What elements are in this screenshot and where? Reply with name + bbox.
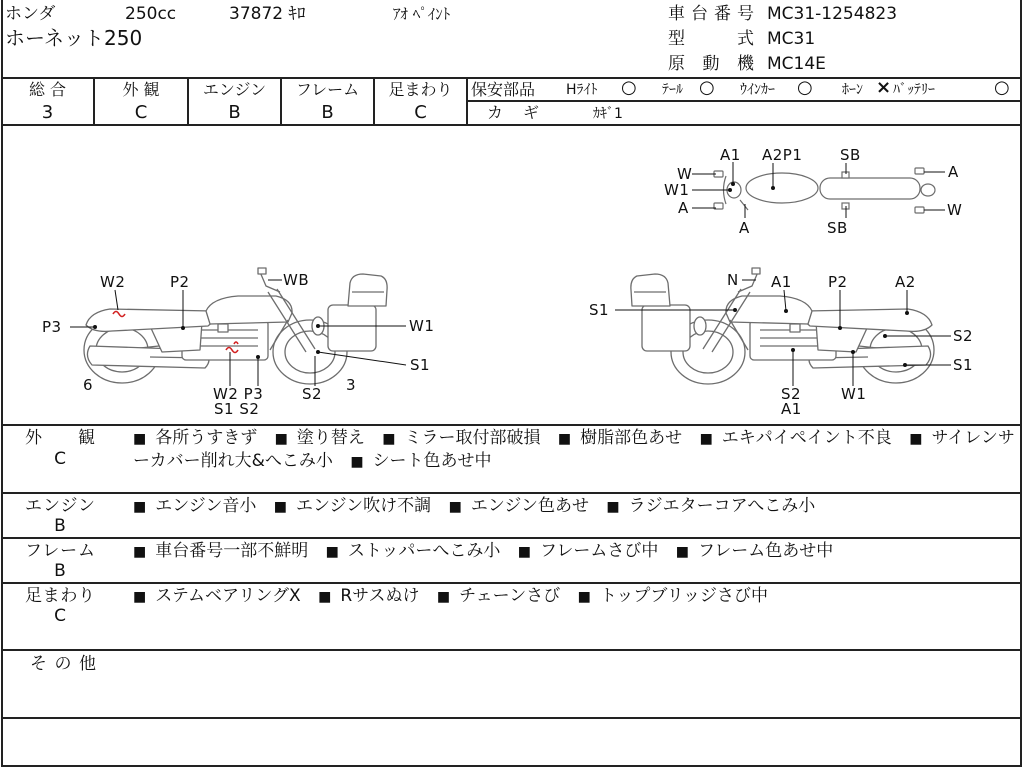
safety-item-horn: ﾎｰﾝ <box>842 82 863 98</box>
divider <box>1 424 1022 426</box>
safety-parts-label: 保安部品 <box>471 80 536 99</box>
status-taillight: ○ <box>699 77 715 98</box>
bullet-square-icon: ■ <box>382 431 396 447</box>
bullet-square-icon: ■ <box>273 499 288 515</box>
status-turn-signal: ○ <box>797 77 813 98</box>
comment-grade-exterior: C <box>54 449 66 469</box>
engine-code-label: 原 動 機 <box>668 54 754 74</box>
divider <box>1 649 1022 651</box>
diagram-label: S1 <box>953 356 974 374</box>
diagram-label: SB <box>840 146 861 164</box>
comment-item <box>275 428 365 448</box>
bullet-square-icon: ■ <box>436 589 451 605</box>
comment-list-engine <box>133 495 1015 518</box>
bullet-square-icon: ■ <box>557 431 572 447</box>
divider <box>1 537 1022 539</box>
diagram-label: S1 <box>589 301 610 319</box>
grade-value: C <box>134 102 148 123</box>
comment-grade-frame: B <box>54 561 66 581</box>
comment-label-exterior: 外 観 <box>25 428 95 448</box>
diagram-label: A <box>739 219 750 237</box>
safety-item-battery: ﾊﾞｯﾃﾘｰ <box>893 82 935 98</box>
comment-item <box>558 428 682 448</box>
grade-label: エンジン <box>202 80 267 99</box>
comment-text: エンジン色あせ <box>470 496 589 516</box>
bottom-border <box>1 765 1022 767</box>
comment-text: サイレンサーカバー削れ大&へこみ小 <box>133 428 1015 471</box>
comment-text: フレーム色あせ中 <box>697 541 834 561</box>
diagram-label: A2 <box>895 273 916 291</box>
comment-text: エンジン吹け不調 <box>296 496 432 516</box>
model-code-value: MC31 <box>767 29 816 49</box>
comment-item <box>449 496 589 516</box>
grade-frame <box>282 79 373 125</box>
bullet-square-icon: ■ <box>909 431 923 447</box>
grade-value: C <box>414 102 427 123</box>
comment-text: ラジエターコアへこみ小 <box>628 496 816 516</box>
body-color: ｱｵ ﾍﾟｲﾝﾄ <box>393 5 451 23</box>
key-row <box>487 103 539 123</box>
frame-number-row <box>668 4 754 24</box>
status-headlight: ○ <box>621 77 637 98</box>
grade-label: 足まわり <box>388 80 453 99</box>
comment-item <box>606 496 815 516</box>
bullet-square-icon: ■ <box>133 431 147 447</box>
displacement: 250cc <box>125 4 177 24</box>
comment-grade-engine: B <box>54 516 66 536</box>
diagram-label: A1 <box>781 400 802 418</box>
diagram-label: W1 <box>841 385 867 403</box>
divider <box>1 492 1022 494</box>
comment-text: エキパイペイント不良 <box>721 428 892 448</box>
comment-text: エンジン音小 <box>155 496 257 516</box>
diagram-label: WB <box>283 271 310 289</box>
bullet-square-icon: ■ <box>517 544 532 560</box>
bullet-square-icon: ■ <box>133 544 147 560</box>
diagram-label: P2 <box>828 273 848 291</box>
engine-code-row <box>668 54 754 74</box>
comment-item <box>350 451 491 471</box>
bullet-square-icon: ■ <box>318 589 332 605</box>
diagram-label: S1 S2 <box>214 400 260 418</box>
diagram-label: A1 <box>720 146 741 164</box>
comment-item <box>676 541 834 561</box>
comment-text: 塗り替え <box>296 428 365 448</box>
diagram-label: P3 <box>42 318 62 336</box>
diagram-label: SB <box>827 219 848 237</box>
model-name: ホーネット250 <box>5 26 143 50</box>
comment-text: フレームさび中 <box>540 541 659 561</box>
comment-label-other: そ の 他 <box>30 654 96 674</box>
key-value: ｶｷﾞ1 <box>593 106 623 122</box>
column-divider <box>280 78 282 125</box>
comment-item <box>700 428 892 448</box>
comment-text: 樹脂部色あせ <box>580 428 683 448</box>
diagram-label: A <box>678 199 689 217</box>
motorcycle-top-view <box>714 168 935 213</box>
status-horn: × <box>876 77 892 98</box>
grade-suspension <box>375 79 466 125</box>
bullet-square-icon: ■ <box>675 544 689 560</box>
comment-item <box>437 586 560 606</box>
comment-text: 各所うすきず <box>155 428 258 448</box>
column-divider <box>93 78 95 125</box>
diagram-label: W1 <box>409 317 435 335</box>
bullet-square-icon: ■ <box>325 544 339 560</box>
grade-label: 総 合 <box>28 80 67 99</box>
grade-overall <box>2 79 93 125</box>
bullet-square-icon: ■ <box>577 589 591 605</box>
maker: ホンダ <box>5 4 56 24</box>
column-divider <box>187 78 189 125</box>
bullet-square-icon: ■ <box>274 431 288 447</box>
diagram-label: 3 <box>346 376 357 394</box>
comment-list-frame <box>133 540 1015 563</box>
diagram-label: W2 P3 <box>213 385 264 403</box>
diagram-label: S2 <box>781 385 802 403</box>
comment-item <box>382 428 540 448</box>
grade-label: フレーム <box>295 80 360 99</box>
grade-value: B <box>321 102 334 123</box>
frame-number-label: 車台番号 <box>668 4 754 24</box>
safety-item-headlight: Hﾗｲﾄ <box>566 82 598 98</box>
comment-text: ミラー取付部破損 <box>404 428 541 448</box>
grade-value: B <box>228 102 241 123</box>
comment-text: ステムベアリングX <box>155 586 301 606</box>
comment-text: トップブリッジさび中 <box>599 586 769 606</box>
diagram-label: W1 <box>664 181 690 199</box>
diagram-label: S2 <box>302 385 323 403</box>
diagram-label: A <box>948 163 959 181</box>
safety-item-taillight: ﾃｰﾙ <box>662 82 683 98</box>
grade-exterior <box>95 79 187 125</box>
model-code-row <box>668 29 754 49</box>
damage-diagram <box>0 126 1024 424</box>
bullet-square-icon: ■ <box>350 454 364 470</box>
comment-text: ストッパーへこみ小 <box>347 541 501 561</box>
comment-item <box>133 496 256 516</box>
diagram-label: N <box>727 271 739 289</box>
bullet-square-icon: ■ <box>133 499 147 515</box>
comment-list-exterior <box>133 427 1015 473</box>
grade-engine <box>189 79 280 125</box>
key-label: カ ギ <box>487 103 539 122</box>
comment-text: チェーンさび <box>459 586 561 606</box>
comment-text: Rサスぬけ <box>340 586 420 606</box>
comment-list-suspension <box>133 585 1015 608</box>
model-code-label: 型 式 <box>668 29 754 49</box>
column-divider <box>373 78 375 125</box>
diagram-label: A1 <box>771 273 792 291</box>
comment-item <box>578 586 768 606</box>
diagram-label: 6 <box>83 376 94 394</box>
bullet-square-icon: ■ <box>699 431 713 447</box>
diagram-label: W <box>947 201 963 219</box>
comment-item <box>326 541 501 561</box>
comment-label-frame: フレーム <box>25 541 95 561</box>
comment-text: 車台番号一部不鮮明 <box>155 541 309 561</box>
diagram-label: S2 <box>953 327 974 345</box>
comment-item <box>518 541 659 561</box>
grade-label: 外 観 <box>122 80 160 99</box>
comment-item <box>133 541 308 561</box>
grade-value: 3 <box>41 102 54 123</box>
engine-code-value: MC14E <box>767 54 826 74</box>
bullet-square-icon: ■ <box>448 499 462 515</box>
safety-item-turn-signal: ｳｲﾝｶｰ <box>740 82 775 98</box>
comment-item <box>274 496 431 516</box>
divider <box>1 582 1022 584</box>
frame-number-value: MC31-1254823 <box>767 4 898 24</box>
comment-text: シート色あせ中 <box>372 451 492 471</box>
divider <box>1 717 1022 719</box>
bullet-square-icon: ■ <box>133 589 147 605</box>
comment-grade-suspension: C <box>54 606 66 626</box>
comment-item <box>133 586 301 606</box>
diagram-label: W2 <box>100 273 126 291</box>
diagram-label: S1 <box>410 356 431 374</box>
comment-item <box>133 428 257 448</box>
divider <box>467 100 1021 102</box>
comment-label-suspension: 足まわり <box>25 586 95 606</box>
diagram-label: P2 <box>170 273 190 291</box>
diagram-label: W <box>677 165 693 183</box>
status-battery: ○ <box>994 77 1010 98</box>
diagram-label: A2P1 <box>762 146 803 164</box>
comment-item <box>318 586 419 606</box>
mileage: 37872 ｷﾛ <box>229 4 306 24</box>
comment-label-engine: エンジン <box>25 496 95 516</box>
bullet-square-icon: ■ <box>606 499 620 515</box>
